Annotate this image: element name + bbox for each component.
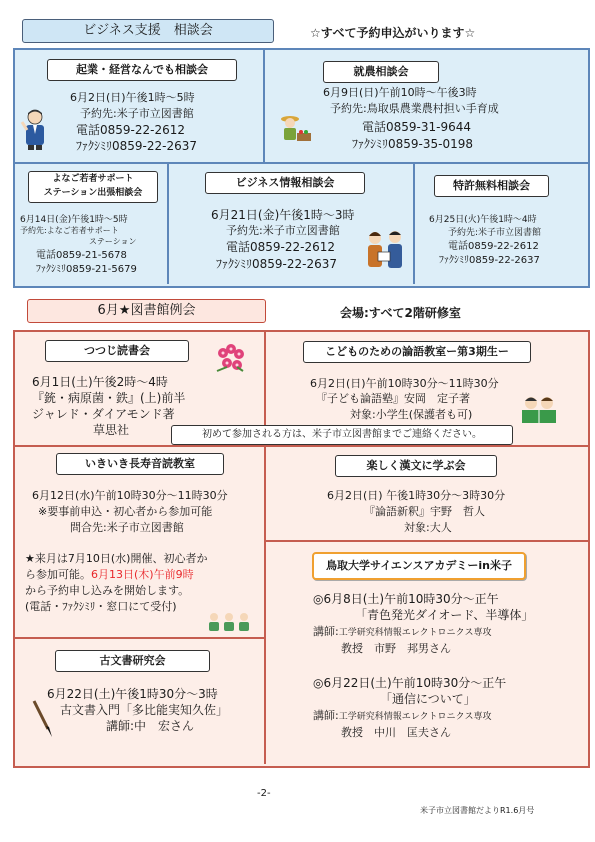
shuno-line: 予約先:鳥取県農業農村担い手育成: [330, 102, 499, 115]
kobunsho-line: 講師:中 宏さん: [106, 719, 195, 733]
science-lecturer-label: 講師:: [313, 625, 339, 638]
rongo-line: 対象:小学生(保護者も可): [350, 408, 473, 421]
tokkyo-line: 電話0859-22-2612: [448, 241, 539, 252]
science-dept: 工学研究科情報エレクトロニクス専攻: [338, 628, 492, 638]
tsutsuji-line: 『銃・病原菌・鉄』(上)前半: [32, 391, 186, 405]
kigyo-line: 電話0859-22-2612: [76, 123, 186, 137]
divider: [15, 637, 265, 639]
divider: [413, 162, 415, 284]
tokkyo-date: 6月25日(火)午後1時～4時: [429, 215, 537, 225]
shuno-consult-title: 就農相談会: [323, 61, 439, 83]
science-dept: 工学研究科情報エレクトロニクス専攻: [338, 712, 492, 722]
rongo-title: こどものための論語教室ー第3期生ー: [303, 341, 531, 363]
reservation-start-highlight: 6月13日(木)午前9時: [91, 568, 194, 581]
yonago-tel: 電話0859-21-5678: [36, 250, 127, 261]
kigyo-consult-title: 起業・経営なんでも相談会: [47, 59, 237, 81]
kanbun-line: 6月2日(日) 午後1時30分～3時30分: [327, 489, 506, 502]
divider: [167, 162, 169, 284]
shuno-line: ﾌｧｸｼﾐﾘ0859-35-0198: [352, 137, 474, 151]
ikiiki-extra: [25, 566, 194, 582]
tokkyo-line: 予約先:米子市立図書館: [448, 228, 542, 238]
kigyo-line: 予約先:米子市立図書館: [80, 107, 194, 120]
science-s1-line: 教授 市野 邦男さん: [341, 642, 451, 655]
reading-children-illustration: [519, 395, 559, 425]
meeting-people-illustration: [363, 228, 409, 276]
kanbun-line: 対象:大人: [404, 521, 452, 534]
divider: [264, 332, 266, 764]
science-s2-line: ◎6月22日(土)午前10時30分～正午: [313, 676, 507, 690]
kigyo-date: 6月2日(日)午後1時～5時: [70, 91, 195, 104]
tsutsuji-line: 草思社: [93, 423, 130, 437]
businessman-illustration: [18, 108, 48, 150]
ikiiki-line: 問合先:米子市立図書館: [70, 521, 184, 534]
tokkyo-line: ﾌｧｸｼﾐﾘ0859-22-2637: [439, 255, 540, 266]
venue-note: 会場:すべて2階研修室: [340, 306, 461, 320]
divider: [15, 162, 588, 164]
divider: [263, 50, 265, 162]
farmer-illustration: [277, 113, 313, 145]
writing-brush-illustration: [30, 699, 56, 739]
kanbun-title: 楽しく漢文に学ぶ会: [335, 455, 497, 477]
yonago-title-line: よなご若者サポート: [52, 174, 134, 184]
reservation-note: ☆すべて予約申込がいります☆: [310, 26, 476, 40]
ikiiki-title: いきいき長寿音読教室: [56, 453, 224, 475]
divider: [15, 445, 588, 447]
business-section-header: ビジネス支援 相談会: [22, 19, 274, 43]
yonago-line: 予約先:よなご若者サポート: [20, 226, 119, 235]
kobunsho-line: 古文書入門「多比能実知久佐」: [60, 703, 229, 717]
yonago-date: 6月14日(金)午後1時～5時: [20, 215, 128, 225]
ikiiki-line: 6月12日(水)午前10時30分～11時30分: [32, 489, 228, 502]
science-s2-line: 教授 中川 匡夫さん: [341, 726, 451, 739]
rongo-line: 6月2日(日)午前10時30分～11時30分: [310, 377, 499, 390]
page-number: -2-: [257, 788, 271, 799]
tsutsuji-title: つつじ読書会: [45, 340, 189, 362]
issue-label: 米子市立図書館だよりR1.6月号: [420, 806, 535, 815]
shuno-line: 電話0859-31-9644: [362, 120, 472, 134]
kanbun-line: 『論語新釈』宇野 哲人: [364, 505, 485, 518]
science-s1-line: 「青色発光ダイオード、半導体」: [355, 608, 534, 622]
science-academy-title: 鳥取大学サイエンスアカデミーin米子: [312, 552, 526, 580]
joho-line: 予約先:米子市立図書館: [226, 224, 340, 237]
tsutsuji-line: 6月1日(土)午後2時～4時: [32, 375, 168, 389]
joho-date: 6月21日(金)午後1時～3時: [211, 208, 355, 222]
kobunsho-title: 古文書研究会: [55, 650, 210, 672]
first-time-notice: 初めて参加される方は、米子市立図書館までご連絡ください。: [171, 425, 513, 445]
tsutsuji-line: ジャレド・ダイアモンド著: [32, 407, 175, 421]
ikiiki-extra-text: ら参加可能。: [25, 568, 91, 581]
ikiiki-line: ※要事前申込・初心者から参加可能: [38, 505, 213, 518]
ikiiki-extra: (電話・ﾌｧｸｼﾐﾘ・窓口にて受付): [25, 600, 177, 613]
events-section-header: 6月★図書館例会: [27, 299, 266, 323]
shuno-date: 6月9日(日)午前10時～午後3時: [323, 86, 477, 99]
joho-consult-title: ビジネス情報相談会: [205, 172, 365, 194]
ikiiki-extra: から予約申し込みを開始します。: [25, 584, 190, 597]
divider: [266, 540, 588, 542]
ikiiki-extra: ★来月は7月10日(水)開催、初心者か: [25, 552, 208, 565]
yonago-consult-title: [28, 171, 158, 203]
joho-line: 電話0859-22-2612: [226, 240, 336, 254]
science-lecturer-label: 講師:: [313, 709, 339, 722]
science-s1-line: [313, 623, 491, 639]
tokkyo-consult-title: 特許無料相談会: [434, 175, 549, 197]
rongo-line: 『子ども論語塾』安岡 定子著: [316, 392, 470, 405]
yonago-title-line: ステーション出張相談会: [43, 188, 143, 198]
azalea-flower-illustration: [213, 343, 249, 375]
kigyo-line: ﾌｧｸｼﾐﾘ0859-22-2637: [76, 139, 198, 153]
yonago-fax: ﾌｧｸｼﾐﾘ0859-21-5679: [36, 264, 137, 275]
yonago-line: ステーション: [89, 237, 137, 246]
science-s2-line: 「通信について」: [380, 692, 476, 706]
science-s2-line: [313, 707, 491, 723]
kobunsho-line: 6月22日(土)午後1時30分～3時: [47, 687, 218, 701]
reading-group-illustration: [206, 611, 252, 633]
science-s1-line: ◎6月8日(土)午前10時30分～正午: [313, 592, 499, 606]
joho-line: ﾌｧｸｼﾐﾘ0859-22-2637: [216, 257, 338, 271]
